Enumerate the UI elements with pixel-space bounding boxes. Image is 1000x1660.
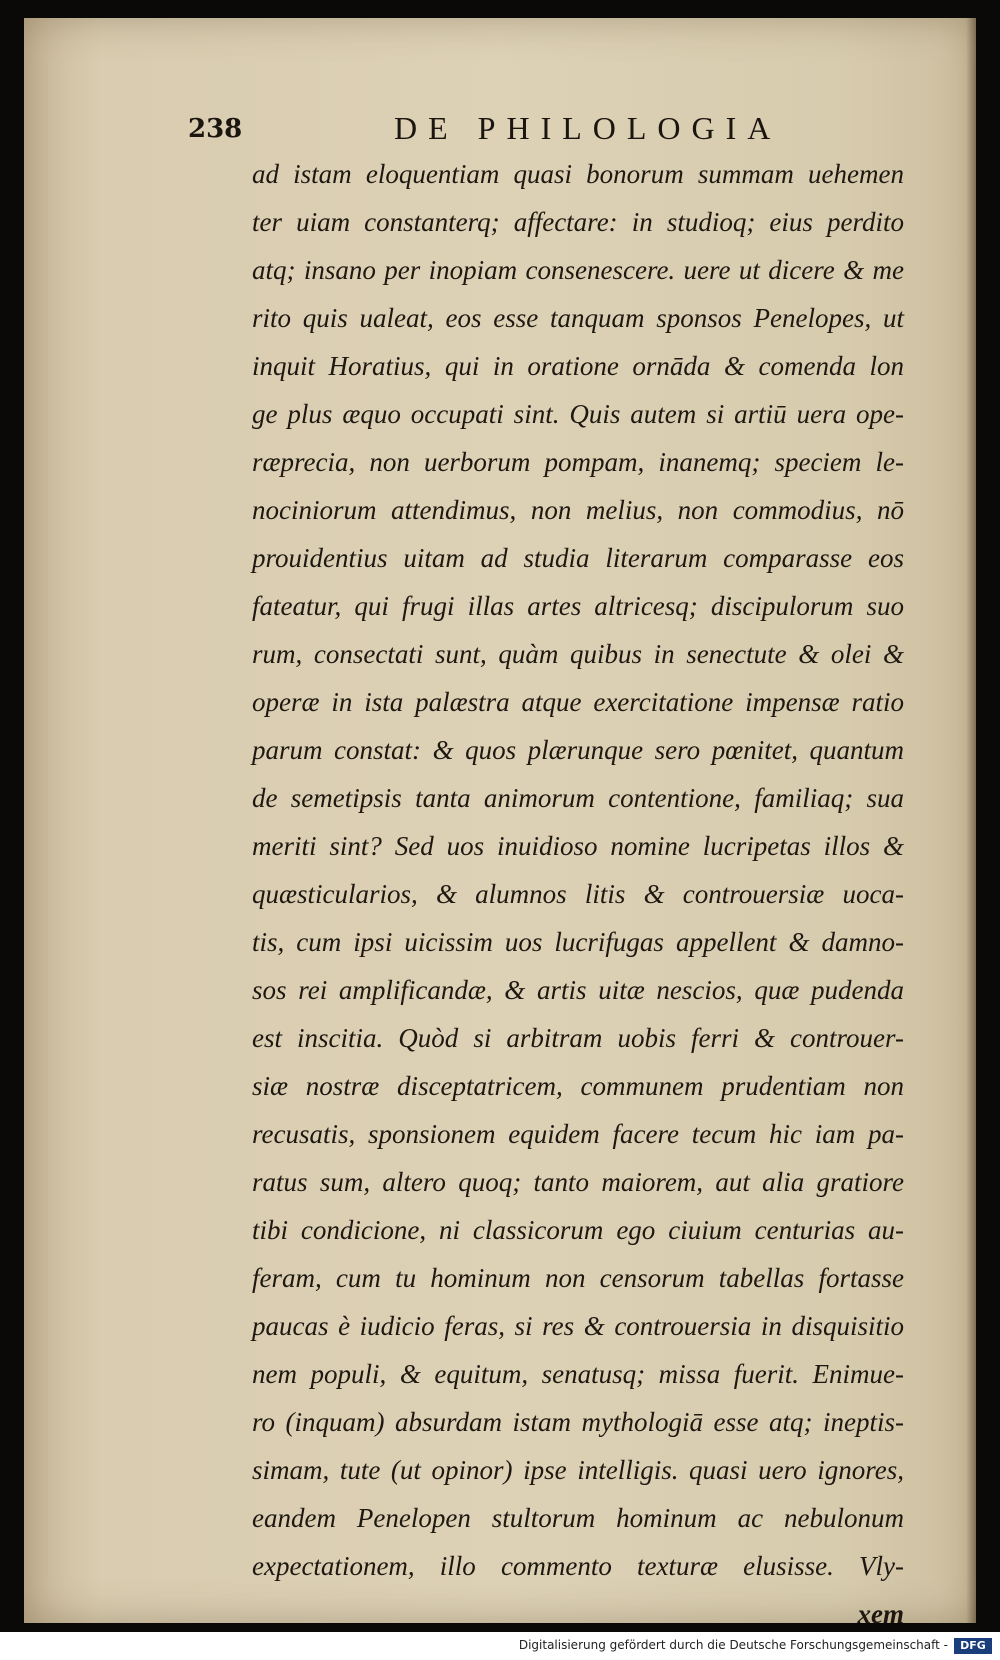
- text-line: fateatur, qui frugi illas artes altricesq; discipulorum suo: [252, 591, 904, 621]
- text-line: tibi condicione, ni classicorum ego ciuium centurias au-: [252, 1215, 904, 1245]
- text-line: sos rei amplificandæ, & artis uitæ nescios, quæ pudenda: [252, 975, 904, 1005]
- text-line: rum, consectati sunt, quàm quibus in senectute & olei &: [252, 639, 904, 669]
- text-line: rito quis ualeat, eos esse tanquam sponsos Penelopes, ut: [252, 303, 904, 333]
- text-line: nem populi, & equitum, senatusq; missa fuerit. Enimue-: [252, 1359, 904, 1389]
- text-line: ter uiam constanterq; affectare: in studioq; eius perdito: [252, 207, 904, 237]
- running-head: [24, 96, 976, 146]
- dfg-logo-icon[interactable]: DFG: [954, 1638, 992, 1654]
- footer-bar: [0, 1632, 1000, 1660]
- text-line: feram, cum tu hominum non censorum tabellas fortasse: [252, 1263, 904, 1293]
- text-line: ad istam eloquentiam quasi bonorum summam uehemen: [252, 159, 904, 189]
- catchword: xem: [857, 1599, 904, 1629]
- text-line: ræprecia, non uerborum pompam, inanemq; speciem le-: [252, 447, 904, 477]
- text-line: ro (inquam) absurdam istam mythologiā esse atq; ineptis-: [252, 1407, 904, 1437]
- text-line: est inscitia. Quòd si arbitram uobis ferri & controuer-: [252, 1023, 904, 1053]
- text-line: tis, cum ipsi uicissim uos lucrifugas appellent & damno-: [252, 927, 904, 957]
- running-head-title: DE PHILOLOGIA: [394, 110, 782, 146]
- text-line: operæ in ista palæstra atque exercitatione impensæ ratio: [252, 687, 904, 717]
- text-line: quæsticularios, & alumnos litis & controuersiæ uoca-: [252, 879, 904, 909]
- text-line: nociniorum attendimus, non melius, non commodius, nō: [252, 495, 904, 525]
- text-line: inquit Horatius, qui in oratione ornāda & comenda lon: [252, 351, 904, 381]
- text-line: ge plus æquo occupati sint. Quis autem si artiū uera ope-: [252, 399, 904, 429]
- page-edge-shadow: [966, 18, 976, 1623]
- page-number: 238: [188, 114, 243, 144]
- text-line: simam, tute (ut opinor) ipse intelligis. quasi uero ignores,: [252, 1455, 904, 1485]
- text-line: eandem Penelopen stultorum hominum ac nebulonum: [252, 1503, 904, 1533]
- text-line: meriti sint? Sed uos inuidioso nomine lucripetas illos &: [252, 831, 904, 861]
- book-page: [24, 18, 976, 1629]
- text-line: ratus sum, altero quoq; tanto maiorem, aut alia gratiore: [252, 1167, 904, 1197]
- text-line: recusatis, sponsionem equidem facere tecum hic iam pa-: [252, 1119, 904, 1149]
- funding-credit: Digitalisierung gefördert durch die Deutsche Forschungsgemeinschaft -: [518, 1638, 948, 1652]
- text-line: atq; insano per inopiam consenescere. uere ut dicere & me: [252, 255, 904, 285]
- text-block: [252, 150, 904, 1638]
- text-line: paucas è iudicio feras, si res & controuersia in disquisitio: [252, 1311, 904, 1341]
- text-line: prouidentius uitam ad studia literarum comparasse eos: [252, 543, 904, 573]
- text-line: parum constat: & quos plærunque sero pœnitet, quantum: [252, 735, 904, 765]
- text-line: expectationem, illo commento texturæ elusisse. Vly-: [252, 1551, 904, 1581]
- text-line: siæ nostræ disceptatricem, communem prudentiam non: [252, 1071, 904, 1101]
- text-line: de semetipsis tanta animorum contentione, familiaq; sua: [252, 783, 904, 813]
